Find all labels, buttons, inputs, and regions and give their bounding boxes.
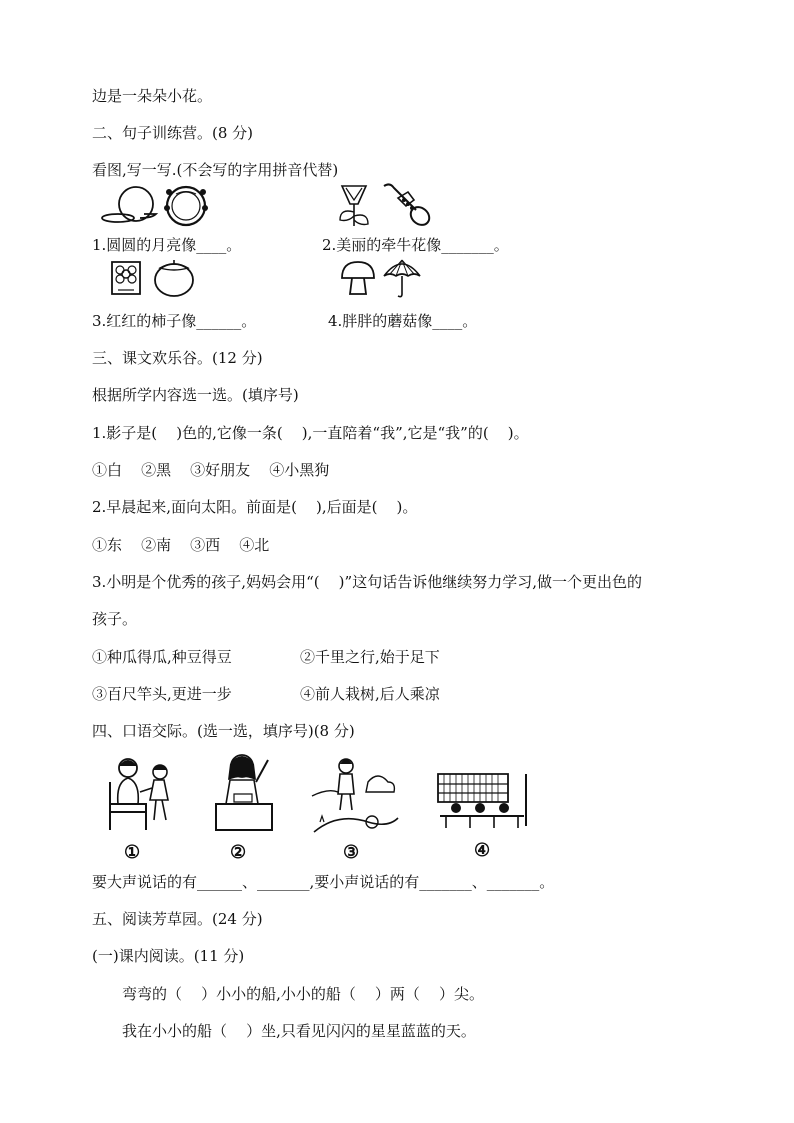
library-scene-icon <box>436 770 532 830</box>
option-1: ①种瓜得瓜,种豆得豆 <box>92 648 232 666</box>
section-title: 五、阅读芳草园。(24 分) <box>92 910 263 928</box>
question-3: 3.红红的柿子像______。 <box>92 312 257 330</box>
umbrella-icon <box>382 256 422 300</box>
option-3: ③百尺竿头,更进一步 <box>92 685 232 703</box>
instruction: 根据所学内容选一选。(填序号) <box>92 386 299 404</box>
scene-label-3: ③ <box>343 842 360 863</box>
passage-line: 我在小小的船（ ）坐,只看见闪闪的星星蓝蓝的天。 <box>122 1022 476 1040</box>
instruction: 看图,写一写.(不会写的字用拼音代替) <box>92 161 339 179</box>
options-1: ①白 ②黑 ③好朋友 ④小黑狗 <box>92 461 330 479</box>
sick-visit-scene-icon <box>106 752 178 834</box>
morning-glory-icon <box>334 180 374 230</box>
trumpet-icon <box>380 180 432 230</box>
option-2: ②千里之行,始于足下 <box>300 648 440 666</box>
option-4: ④前人栽树,后人乘凉 <box>300 685 440 703</box>
question-1: 1.圆圆的月亮像____。 <box>92 236 242 254</box>
section-title: 二、句子训练营。(8 分) <box>92 124 254 142</box>
passage-line: 弯弯的（ ）小小的船,小小的船（ ）两（ ）尖。 <box>122 985 484 1003</box>
subsection-title: (一)课内阅读。(11 分) <box>92 947 245 965</box>
peach-icon <box>100 184 160 224</box>
mushroom-icon <box>338 258 378 298</box>
question-2: 2.美丽的牵牛花像_______。 <box>322 236 509 254</box>
section-title: 三、课文欢乐谷。(12 分) <box>92 349 263 367</box>
mirror-icon <box>162 184 212 228</box>
scene-label-4: ④ <box>474 840 491 861</box>
section-title: 四、口语交际。(选一选，填序号)(8 分) <box>92 722 355 740</box>
options-2: ①东 ②南 ③西 ④北 <box>92 536 270 554</box>
outdoor-shout-scene-icon <box>308 752 400 834</box>
scene-label-2: ② <box>230 842 247 863</box>
question-3: 3.小明是个优秀的孩子,妈妈会用“( )”这句话告诉他继续努力学习,做一个更出色的 <box>92 573 642 591</box>
question-2: 2.早晨起来,面向太阳。前面是( ),后面是( )。 <box>92 498 418 516</box>
answer-line: 要大声说话的有______、_______,要小声说话的有_______、_______。 <box>92 873 555 891</box>
persimmon-icon <box>152 258 196 298</box>
scene-label-1: ① <box>124 842 141 863</box>
question-3-cont: 孩子。 <box>92 610 138 628</box>
flower-icon <box>108 258 144 298</box>
text-line: 边是一朵朵小花。 <box>92 87 213 105</box>
question-4: 4.胖胖的蘑菇像____。 <box>328 312 478 330</box>
question-1: 1.影子是( )色的,它像一条( ),一直陪着“我”,它是“我”的( )。 <box>92 424 529 442</box>
classroom-answer-scene-icon <box>212 750 276 834</box>
